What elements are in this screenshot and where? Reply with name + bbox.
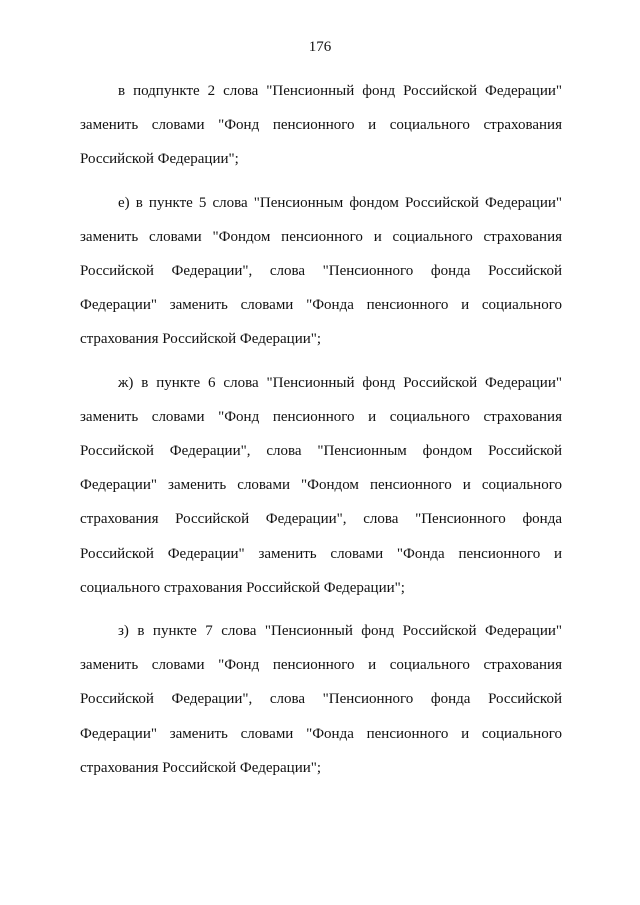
paragraph-item-e: е) в пункте 5 слова "Пенсионным фондом Российской Федерации" заменить словами "Фондом пенсионного и социального страхования Российской Федерации", слова "Пенсионного фонда Российской Федерации" заменить словами "Фонда пенсионного и социального страхования Российской Федерации"; <box>80 194 562 348</box>
paragraph-item-z: з) в пункте 7 слова "Пенсионный фонд Российской Федерации" заменить словами "Фонд пенсионного и социального страхования Российской Федерации", слова "Пенсионного фонда Российской Федерации" заменить словами "Фонда пенсионного и социального страхования Российской Федерации"; <box>80 623 562 776</box>
page-number: 176 <box>308 39 332 55</box>
paragraph-subitem-2: в подпункте 2 слова "Пенсионный фонд Российской Федерации" заменить словами "Фонд пенсионного и социального страхования Российской Федерации"; <box>80 83 562 168</box>
document-body <box>80 74 562 794</box>
paragraph-item-zh: ж) в пункте 6 слова "Пенсионный фонд Российской Федерации" заменить словами "Фонд пенсионного и социального страхования Российской Федерации", слова "Пенсионным фондом Российской Федерации" заменить словами "Фондом пенсионного и социального страхования Российской Федерации", слова "Пенсионного фонда Российской Федерации" заменить словами "Фонда пенсионного и социального страхования Российской Федерации"; <box>80 374 562 596</box>
